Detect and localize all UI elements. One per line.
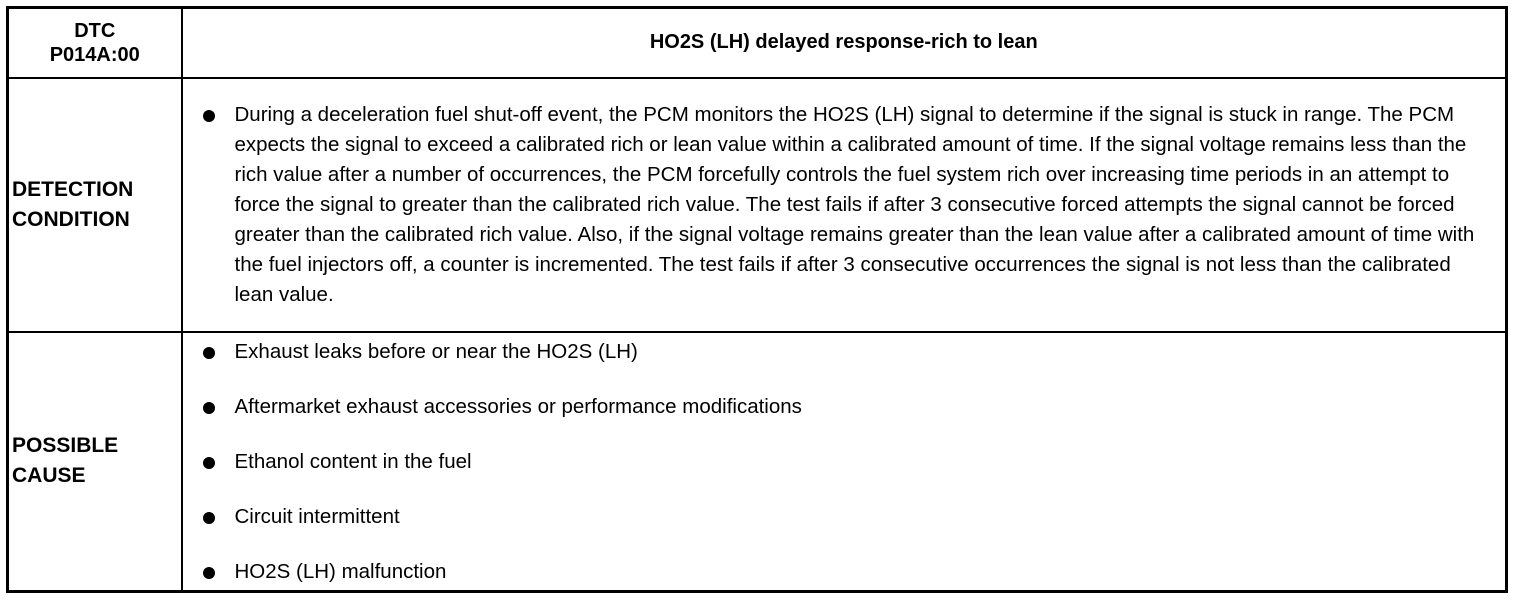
detection-list <box>183 100 1506 310</box>
possible-cause-label <box>8 332 182 592</box>
cause-text: Ethanol content in the fuel <box>234 450 472 474</box>
cause-text: Circuit intermittent <box>234 505 400 529</box>
cause-text: Exhaust leaks before or near the HO2S (LH) <box>234 340 638 364</box>
bullet-icon <box>203 110 215 122</box>
list-item <box>235 337 1486 367</box>
dtc-code: P014A:00 <box>49 43 140 66</box>
detection-condition-row <box>8 78 1507 332</box>
header-row <box>8 8 1507 78</box>
list-item <box>235 557 1486 587</box>
list-item <box>235 502 1486 532</box>
cause-list <box>183 335 1506 587</box>
possible-cause-content <box>182 332 1507 592</box>
detection-text: During a deceleration fuel shut-off event, the PCM monitors the HO2S (LH) signal to determine if the signal is stuck in range. The PCM expects the signal to exceed a calibrated rich or lean value within a calibrated amount of time. If the signal voltage remains less than the rich value after a number of occurrences, the PCM forcefully controls the fuel system rich over increasing time periods in an attempt to force the signal to greater than the calibrated rich value. The test fails if after 3 consecutive forced attempts the signal cannot be forced greater than the calibrated rich value. Also, if the signal voltage remains greater than the lean value after a calibrated amount of time with the fuel injectors off, a counter is incremented. The test fails if after 3 consecutive occurrences the signal is not less than the calibrated lean value. <box>234 102 1475 306</box>
cause-text: HO2S (LH) malfunction <box>234 560 447 584</box>
bullet-icon <box>203 457 215 469</box>
detection-label-line2: CONDITION <box>12 207 130 231</box>
possible-cause-row <box>8 332 1507 592</box>
dtc-label: DTC <box>74 19 116 42</box>
cause-label-line2: CAUSE <box>12 464 86 488</box>
dtc-title: HO2S (LH) delayed response-rich to lean <box>182 8 1507 78</box>
cause-label-line1: POSSIBLE <box>12 434 119 458</box>
bullet-icon <box>203 402 215 414</box>
cause-text: Aftermarket exhaust accessories or performance modifications <box>234 395 802 419</box>
bullet-icon <box>203 512 215 524</box>
dtc-table <box>6 6 1508 593</box>
bullet-icon <box>203 347 215 359</box>
detection-condition-content <box>182 78 1507 332</box>
list-item <box>235 392 1486 422</box>
list-item <box>235 100 1486 310</box>
list-item <box>235 447 1486 477</box>
detection-label-line1: DETECTION <box>12 177 134 201</box>
bullet-icon <box>203 567 215 579</box>
detection-condition-label <box>8 78 182 332</box>
dtc-code-cell <box>8 8 182 78</box>
